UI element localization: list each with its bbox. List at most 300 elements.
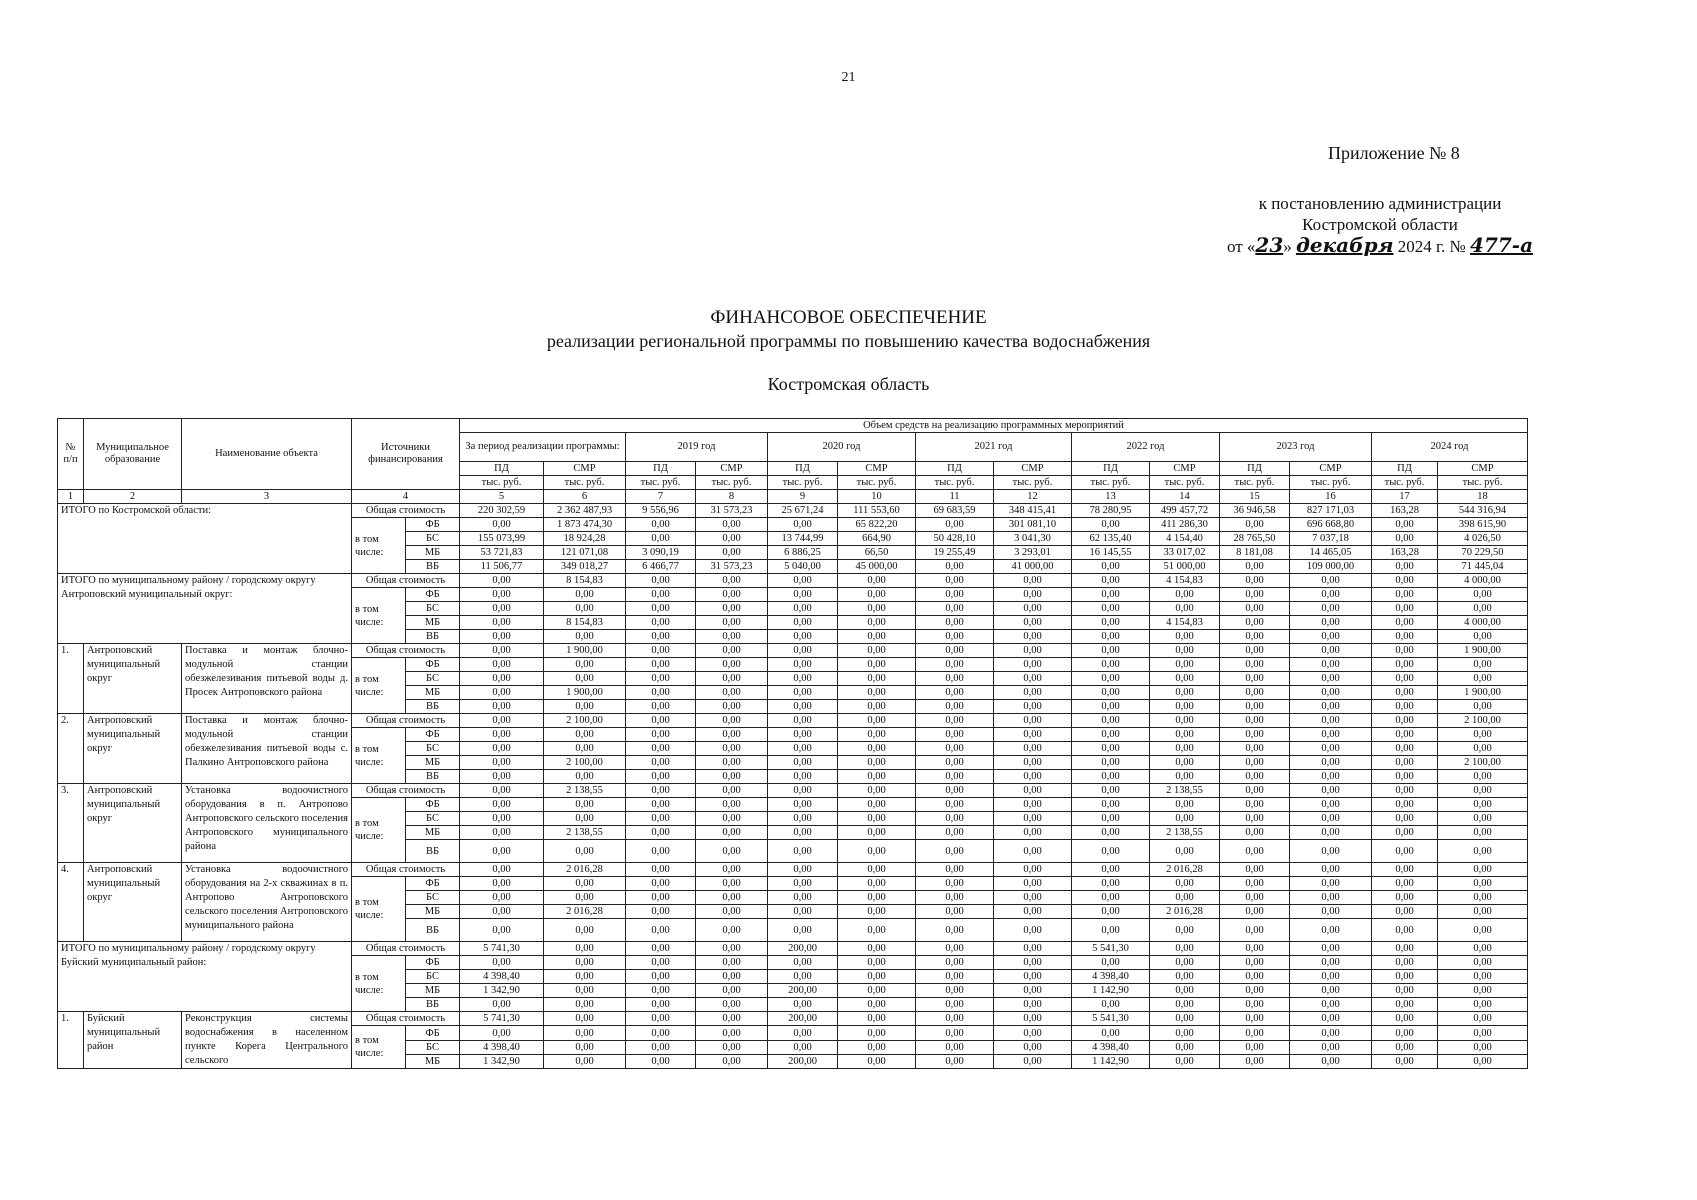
value-cell: 0,00 xyxy=(1220,840,1290,863)
value-cell: 0,00 xyxy=(460,630,544,644)
value-cell: 0,00 xyxy=(1072,784,1150,798)
value-cell: 1 142,90 xyxy=(1072,1055,1150,1069)
source-code: ФБ xyxy=(406,798,460,812)
value-cell: 0,00 xyxy=(994,826,1072,840)
value-cell: 0,00 xyxy=(1072,826,1150,840)
item-number: 4. xyxy=(58,863,84,942)
value-cell: 0,00 xyxy=(1372,891,1438,905)
value-cell: 200,00 xyxy=(768,984,838,998)
header-unit: тыс. руб. xyxy=(1150,476,1220,490)
header-period: 2023 год xyxy=(1220,433,1372,462)
value-cell: 0,00 xyxy=(1220,728,1290,742)
value-cell: 70 229,50 xyxy=(1438,546,1528,560)
column-number: 17 xyxy=(1372,490,1438,504)
value-cell: 0,00 xyxy=(544,770,626,784)
value-cell: 0,00 xyxy=(1372,1055,1438,1069)
value-cell: 0,00 xyxy=(1150,770,1220,784)
column-number: 18 xyxy=(1438,490,1528,504)
source-total-cost: Общая стоимость xyxy=(352,942,460,956)
source-including: в том числе: xyxy=(352,798,406,863)
value-cell: 0,00 xyxy=(768,998,838,1012)
value-cell: 0,00 xyxy=(1150,956,1220,970)
header-unit: тыс. руб. xyxy=(768,476,838,490)
value-cell: 5 541,30 xyxy=(1072,1012,1150,1026)
value-cell: 0,00 xyxy=(1150,742,1220,756)
header-period: 2024 год xyxy=(1372,433,1528,462)
value-cell: 0,00 xyxy=(1372,588,1438,602)
source-including: в том числе: xyxy=(352,956,406,1012)
resolution-line2: Костромской области xyxy=(1302,215,1458,234)
resolution-block xyxy=(1200,193,1560,257)
source-code: ВБ xyxy=(406,998,460,1012)
value-cell: 0,00 xyxy=(1372,644,1438,658)
value-cell: 0,00 xyxy=(460,574,544,588)
value-cell: 0,00 xyxy=(768,574,838,588)
value-cell: 4 398,40 xyxy=(1072,1041,1150,1055)
value-cell: 1 873 474,30 xyxy=(544,518,626,532)
value-cell: 0,00 xyxy=(544,1055,626,1069)
value-cell: 0,00 xyxy=(544,1041,626,1055)
resolution-line1: к постановлению администрации xyxy=(1258,194,1502,213)
value-cell: 0,00 xyxy=(1438,588,1528,602)
value-cell: 11 506,77 xyxy=(460,560,544,574)
value-cell: 0,00 xyxy=(1372,742,1438,756)
value-cell: 0,00 xyxy=(626,742,696,756)
value-cell: 0,00 xyxy=(838,574,916,588)
value-cell: 0,00 xyxy=(1220,658,1290,672)
value-cell: 0,00 xyxy=(768,905,838,919)
value-cell: 0,00 xyxy=(696,714,768,728)
value-cell: 0,00 xyxy=(1438,919,1528,942)
value-cell: 0,00 xyxy=(696,984,768,998)
source-code: ВБ xyxy=(406,840,460,863)
value-cell: 0,00 xyxy=(696,756,768,770)
value-cell: 0,00 xyxy=(838,840,916,863)
value-cell: 0,00 xyxy=(916,905,994,919)
value-cell: 0,00 xyxy=(460,644,544,658)
value-cell: 0,00 xyxy=(994,700,1072,714)
value-cell: 0,00 xyxy=(1220,644,1290,658)
value-cell: 0,00 xyxy=(1372,1026,1438,1041)
item-number: 1. xyxy=(58,644,84,714)
total-label: ИТОГО по муниципальному району / городскому округу Антроповский муниципальный округ: xyxy=(58,574,352,644)
value-cell: 0,00 xyxy=(696,616,768,630)
value-cell: 0,00 xyxy=(626,756,696,770)
header-unit: тыс. руб. xyxy=(460,476,544,490)
value-cell: 0,00 xyxy=(1290,630,1372,644)
value-cell: 0,00 xyxy=(1220,1026,1290,1041)
value-cell: 0,00 xyxy=(1290,812,1372,826)
value-cell: 0,00 xyxy=(838,919,916,942)
value-cell: 827 171,03 xyxy=(1290,504,1372,518)
value-cell: 0,00 xyxy=(1220,602,1290,616)
item-object-name: Поставка и монтаж блочно-модульной станции обезжелезивания питьевой воды д. Просек Антроповского района xyxy=(182,644,352,714)
value-cell: 0,00 xyxy=(916,1012,994,1026)
value-cell: 4 398,40 xyxy=(1072,970,1150,984)
header-unit: тыс. руб. xyxy=(544,476,626,490)
value-cell: 51 000,00 xyxy=(1150,560,1220,574)
value-cell: 2 016,28 xyxy=(544,905,626,919)
value-cell: 0,00 xyxy=(1150,672,1220,686)
value-cell: 0,00 xyxy=(1150,812,1220,826)
header-smr: СМР xyxy=(696,462,768,476)
value-cell: 0,00 xyxy=(1290,919,1372,942)
value-cell: 0,00 xyxy=(696,532,768,546)
value-cell: 0,00 xyxy=(994,840,1072,863)
value-cell: 4 398,40 xyxy=(460,1041,544,1055)
value-cell: 0,00 xyxy=(1220,616,1290,630)
value-cell: 0,00 xyxy=(1372,840,1438,863)
value-cell: 0,00 xyxy=(544,998,626,1012)
value-cell: 0,00 xyxy=(1150,658,1220,672)
value-cell: 0,00 xyxy=(1220,700,1290,714)
value-cell: 0,00 xyxy=(626,877,696,891)
value-cell: 0,00 xyxy=(994,574,1072,588)
value-cell: 0,00 xyxy=(460,784,544,798)
value-cell: 0,00 xyxy=(460,877,544,891)
value-cell: 0,00 xyxy=(544,970,626,984)
source-code: БС xyxy=(406,812,460,826)
value-cell: 0,00 xyxy=(916,919,994,942)
value-cell: 0,00 xyxy=(1290,877,1372,891)
value-cell: 14 465,05 xyxy=(1290,546,1372,560)
value-cell: 0,00 xyxy=(768,588,838,602)
value-cell: 2 100,00 xyxy=(1438,714,1528,728)
value-cell: 398 615,90 xyxy=(1438,518,1528,532)
value-cell: 0,00 xyxy=(460,602,544,616)
value-cell: 7 037,18 xyxy=(1290,532,1372,546)
value-cell: 0,00 xyxy=(696,826,768,840)
value-cell: 0,00 xyxy=(994,588,1072,602)
value-cell: 0,00 xyxy=(994,756,1072,770)
value-cell: 0,00 xyxy=(994,891,1072,905)
value-cell: 4 154,83 xyxy=(1150,616,1220,630)
value-cell: 0,00 xyxy=(916,700,994,714)
value-cell: 0,00 xyxy=(1372,812,1438,826)
value-cell: 111 553,60 xyxy=(838,504,916,518)
value-cell: 0,00 xyxy=(1438,942,1528,956)
value-cell: 0,00 xyxy=(544,700,626,714)
value-cell: 0,00 xyxy=(1220,756,1290,770)
value-cell: 0,00 xyxy=(916,998,994,1012)
value-cell: 0,00 xyxy=(460,728,544,742)
value-cell: 0,00 xyxy=(1372,728,1438,742)
header-pd: ПД xyxy=(1072,462,1150,476)
value-cell: 71 445,04 xyxy=(1438,560,1528,574)
value-cell: 0,00 xyxy=(994,742,1072,756)
column-number: 15 xyxy=(1220,490,1290,504)
value-cell: 0,00 xyxy=(1072,891,1150,905)
value-cell: 349 018,27 xyxy=(544,560,626,574)
header-unit: тыс. руб. xyxy=(994,476,1072,490)
value-cell: 2 138,55 xyxy=(544,784,626,798)
value-cell: 8 154,83 xyxy=(544,574,626,588)
value-cell: 0,00 xyxy=(1438,742,1528,756)
value-cell: 0,00 xyxy=(1220,905,1290,919)
value-cell: 2 138,55 xyxy=(1150,784,1220,798)
value-cell: 0,00 xyxy=(626,863,696,877)
value-cell: 1 900,00 xyxy=(544,644,626,658)
value-cell: 0,00 xyxy=(916,616,994,630)
source-code: ВБ xyxy=(406,630,460,644)
value-cell: 0,00 xyxy=(1438,877,1528,891)
value-cell: 0,00 xyxy=(544,919,626,942)
value-cell: 0,00 xyxy=(1438,700,1528,714)
value-cell: 0,00 xyxy=(1072,798,1150,812)
value-cell: 8 181,08 xyxy=(1220,546,1290,560)
header-smr: СМР xyxy=(544,462,626,476)
value-cell: 1 342,90 xyxy=(460,984,544,998)
value-cell: 1 142,90 xyxy=(1072,984,1150,998)
value-cell: 0,00 xyxy=(696,672,768,686)
value-cell: 0,00 xyxy=(626,644,696,658)
value-cell: 0,00 xyxy=(768,714,838,728)
value-cell: 0,00 xyxy=(626,970,696,984)
total-label: ИТОГО по Костромской области: xyxy=(58,504,352,574)
value-cell: 696 668,80 xyxy=(1290,518,1372,532)
source-code: МБ xyxy=(406,546,460,560)
value-cell: 78 280,95 xyxy=(1072,504,1150,518)
source-code: ВБ xyxy=(406,700,460,714)
column-number: 10 xyxy=(838,490,916,504)
value-cell: 0,00 xyxy=(696,602,768,616)
value-cell: 0,00 xyxy=(1290,1055,1372,1069)
column-number-row xyxy=(58,490,1528,504)
header-unit: тыс. руб. xyxy=(696,476,768,490)
value-cell: 0,00 xyxy=(838,1026,916,1041)
value-cell: 0,00 xyxy=(1372,616,1438,630)
header-unit: тыс. руб. xyxy=(626,476,696,490)
header-pd: ПД xyxy=(768,462,838,476)
value-cell: 0,00 xyxy=(1438,970,1528,984)
value-cell: 0,00 xyxy=(994,770,1072,784)
source-code: ФБ xyxy=(406,1026,460,1041)
value-cell: 0,00 xyxy=(838,686,916,700)
value-cell: 0,00 xyxy=(460,826,544,840)
value-cell: 0,00 xyxy=(626,998,696,1012)
source-code: МБ xyxy=(406,1055,460,1069)
value-cell: 2 362 487,93 xyxy=(544,504,626,518)
value-cell: 301 081,10 xyxy=(994,518,1072,532)
value-cell: 0,00 xyxy=(460,518,544,532)
value-cell: 0,00 xyxy=(1438,891,1528,905)
header-sources: Источники финансирования xyxy=(352,419,460,490)
value-cell: 0,00 xyxy=(916,728,994,742)
value-cell: 0,00 xyxy=(544,840,626,863)
value-cell: 0,00 xyxy=(994,728,1072,742)
value-cell: 3 041,30 xyxy=(994,532,1072,546)
column-number: 5 xyxy=(460,490,544,504)
column-number: 4 xyxy=(352,490,460,504)
value-cell: 0,00 xyxy=(1072,812,1150,826)
value-cell: 0,00 xyxy=(1372,784,1438,798)
value-cell: 0,00 xyxy=(1372,919,1438,942)
value-cell: 0,00 xyxy=(626,1012,696,1026)
value-cell: 0,00 xyxy=(696,1026,768,1041)
value-cell: 499 457,72 xyxy=(1150,504,1220,518)
value-cell: 0,00 xyxy=(768,798,838,812)
value-cell: 0,00 xyxy=(626,770,696,784)
value-cell: 0,00 xyxy=(1372,970,1438,984)
value-cell: 0,00 xyxy=(1372,942,1438,956)
value-cell: 0,00 xyxy=(916,942,994,956)
value-cell: 0,00 xyxy=(838,970,916,984)
item-number: 2. xyxy=(58,714,84,784)
value-cell: 0,00 xyxy=(626,942,696,956)
value-cell: 0,00 xyxy=(1372,798,1438,812)
value-cell: 0,00 xyxy=(916,714,994,728)
value-cell: 0,00 xyxy=(838,770,916,784)
value-cell: 0,00 xyxy=(994,686,1072,700)
value-cell: 0,00 xyxy=(1372,905,1438,919)
source-code: БС xyxy=(406,742,460,756)
value-cell: 0,00 xyxy=(1438,1041,1528,1055)
table-row xyxy=(58,714,1528,728)
value-cell: 0,00 xyxy=(768,518,838,532)
value-cell: 0,00 xyxy=(1072,602,1150,616)
source-total-cost: Общая стоимость xyxy=(352,574,460,588)
handwritten-month: декабря xyxy=(1296,233,1394,257)
value-cell: 0,00 xyxy=(994,956,1072,970)
document-title: ФИНАНСОВОЕ ОБЕСПЕЧЕНИЕ xyxy=(710,307,987,328)
value-cell: 0,00 xyxy=(626,714,696,728)
column-number: 16 xyxy=(1290,490,1372,504)
value-cell: 0,00 xyxy=(1220,998,1290,1012)
source-code: ФБ xyxy=(406,518,460,532)
value-cell: 0,00 xyxy=(916,756,994,770)
value-cell: 0,00 xyxy=(1290,840,1372,863)
value-cell: 0,00 xyxy=(696,770,768,784)
value-cell: 0,00 xyxy=(838,644,916,658)
value-cell: 0,00 xyxy=(1372,984,1438,998)
value-cell: 0,00 xyxy=(626,630,696,644)
value-cell: 3 293,01 xyxy=(994,546,1072,560)
value-cell: 0,00 xyxy=(460,812,544,826)
value-cell: 0,00 xyxy=(696,518,768,532)
source-code: БС xyxy=(406,970,460,984)
page-number: 21 xyxy=(841,70,856,85)
value-cell: 0,00 xyxy=(626,812,696,826)
total-label: ИТОГО по муниципальному району / городскому округу Буйский муниципальный район: xyxy=(58,942,352,1012)
value-cell: 0,00 xyxy=(1290,714,1372,728)
value-cell: 0,00 xyxy=(696,1055,768,1069)
value-cell: 41 000,00 xyxy=(994,560,1072,574)
value-cell: 0,00 xyxy=(768,644,838,658)
item-object-name: Установка водоочистного оборудования в п. Антропово Антроповского сельского поселения Антроповского муниципального района xyxy=(182,784,352,863)
table-row xyxy=(58,784,1528,798)
value-cell: 0,00 xyxy=(1220,588,1290,602)
value-cell: 0,00 xyxy=(768,742,838,756)
value-cell: 0,00 xyxy=(1438,784,1528,798)
value-cell: 2 100,00 xyxy=(1438,756,1528,770)
value-cell: 0,00 xyxy=(460,616,544,630)
value-cell: 0,00 xyxy=(1372,1041,1438,1055)
value-cell: 1 900,00 xyxy=(1438,686,1528,700)
value-cell: 0,00 xyxy=(1220,942,1290,956)
value-cell: 0,00 xyxy=(1290,891,1372,905)
source-code: МБ xyxy=(406,756,460,770)
value-cell: 53 721,83 xyxy=(460,546,544,560)
value-cell: 0,00 xyxy=(994,714,1072,728)
value-cell: 0,00 xyxy=(916,518,994,532)
value-cell: 0,00 xyxy=(1072,919,1150,942)
value-cell: 0,00 xyxy=(1438,770,1528,784)
value-cell: 0,00 xyxy=(1072,560,1150,574)
column-number: 8 xyxy=(696,490,768,504)
value-cell: 0,00 xyxy=(916,1026,994,1041)
value-cell: 0,00 xyxy=(544,672,626,686)
value-cell: 0,00 xyxy=(1220,574,1290,588)
value-cell: 0,00 xyxy=(696,863,768,877)
value-cell: 0,00 xyxy=(1220,1055,1290,1069)
table-row xyxy=(58,644,1528,658)
source-including: в том числе: xyxy=(352,588,406,644)
value-cell: 0,00 xyxy=(994,1026,1072,1041)
value-cell: 200,00 xyxy=(768,1055,838,1069)
value-cell: 0,00 xyxy=(916,970,994,984)
value-cell: 0,00 xyxy=(1438,840,1528,863)
resolution-date-line xyxy=(1200,235,1560,257)
value-cell: 5 541,30 xyxy=(1072,942,1150,956)
value-cell: 5 040,00 xyxy=(768,560,838,574)
value-cell: 0,00 xyxy=(544,728,626,742)
value-cell: 0,00 xyxy=(994,784,1072,798)
item-number: 3. xyxy=(58,784,84,863)
item-municipality: Антроповский муниципальный округ xyxy=(84,863,182,942)
value-cell: 0,00 xyxy=(838,700,916,714)
value-cell: 0,00 xyxy=(994,863,1072,877)
source-code: БС xyxy=(406,1041,460,1055)
value-cell: 0,00 xyxy=(1150,1055,1220,1069)
value-cell: 0,00 xyxy=(916,588,994,602)
value-cell: 0,00 xyxy=(1438,984,1528,998)
value-cell: 0,00 xyxy=(916,891,994,905)
value-cell: 0,00 xyxy=(768,970,838,984)
value-cell: 0,00 xyxy=(994,658,1072,672)
value-cell: 36 946,58 xyxy=(1220,504,1290,518)
value-cell: 0,00 xyxy=(994,672,1072,686)
value-cell: 0,00 xyxy=(626,518,696,532)
header-unit: тыс. руб. xyxy=(916,476,994,490)
value-cell: 2 138,55 xyxy=(544,826,626,840)
value-cell: 0,00 xyxy=(768,616,838,630)
value-cell: 0,00 xyxy=(1072,863,1150,877)
value-cell: 0,00 xyxy=(838,728,916,742)
value-cell: 0,00 xyxy=(1220,984,1290,998)
value-cell: 0,00 xyxy=(460,742,544,756)
value-cell: 0,00 xyxy=(916,770,994,784)
date-prefix: от « xyxy=(1226,237,1256,256)
value-cell: 0,00 xyxy=(1150,1026,1220,1041)
value-cell: 0,00 xyxy=(1150,728,1220,742)
value-cell: 1 900,00 xyxy=(544,686,626,700)
value-cell: 0,00 xyxy=(1290,826,1372,840)
value-cell: 0,00 xyxy=(1220,826,1290,840)
value-cell: 0,00 xyxy=(544,1012,626,1026)
value-cell: 18 924,28 xyxy=(544,532,626,546)
source-code: ВБ xyxy=(406,919,460,942)
value-cell: 0,00 xyxy=(1372,700,1438,714)
value-cell: 0,00 xyxy=(626,672,696,686)
value-cell: 0,00 xyxy=(994,984,1072,998)
header-unit: тыс. руб. xyxy=(1072,476,1150,490)
value-cell: 0,00 xyxy=(916,877,994,891)
value-cell: 0,00 xyxy=(1290,574,1372,588)
item-object-name: Установка водоочистного оборудования на 2-х скважинах в п. Антропово Антроповского сельского поселения Антроповского муниципального района xyxy=(182,863,352,942)
header-period: 2019 год xyxy=(626,433,768,462)
header-row xyxy=(58,419,1528,433)
value-cell: 0,00 xyxy=(626,616,696,630)
